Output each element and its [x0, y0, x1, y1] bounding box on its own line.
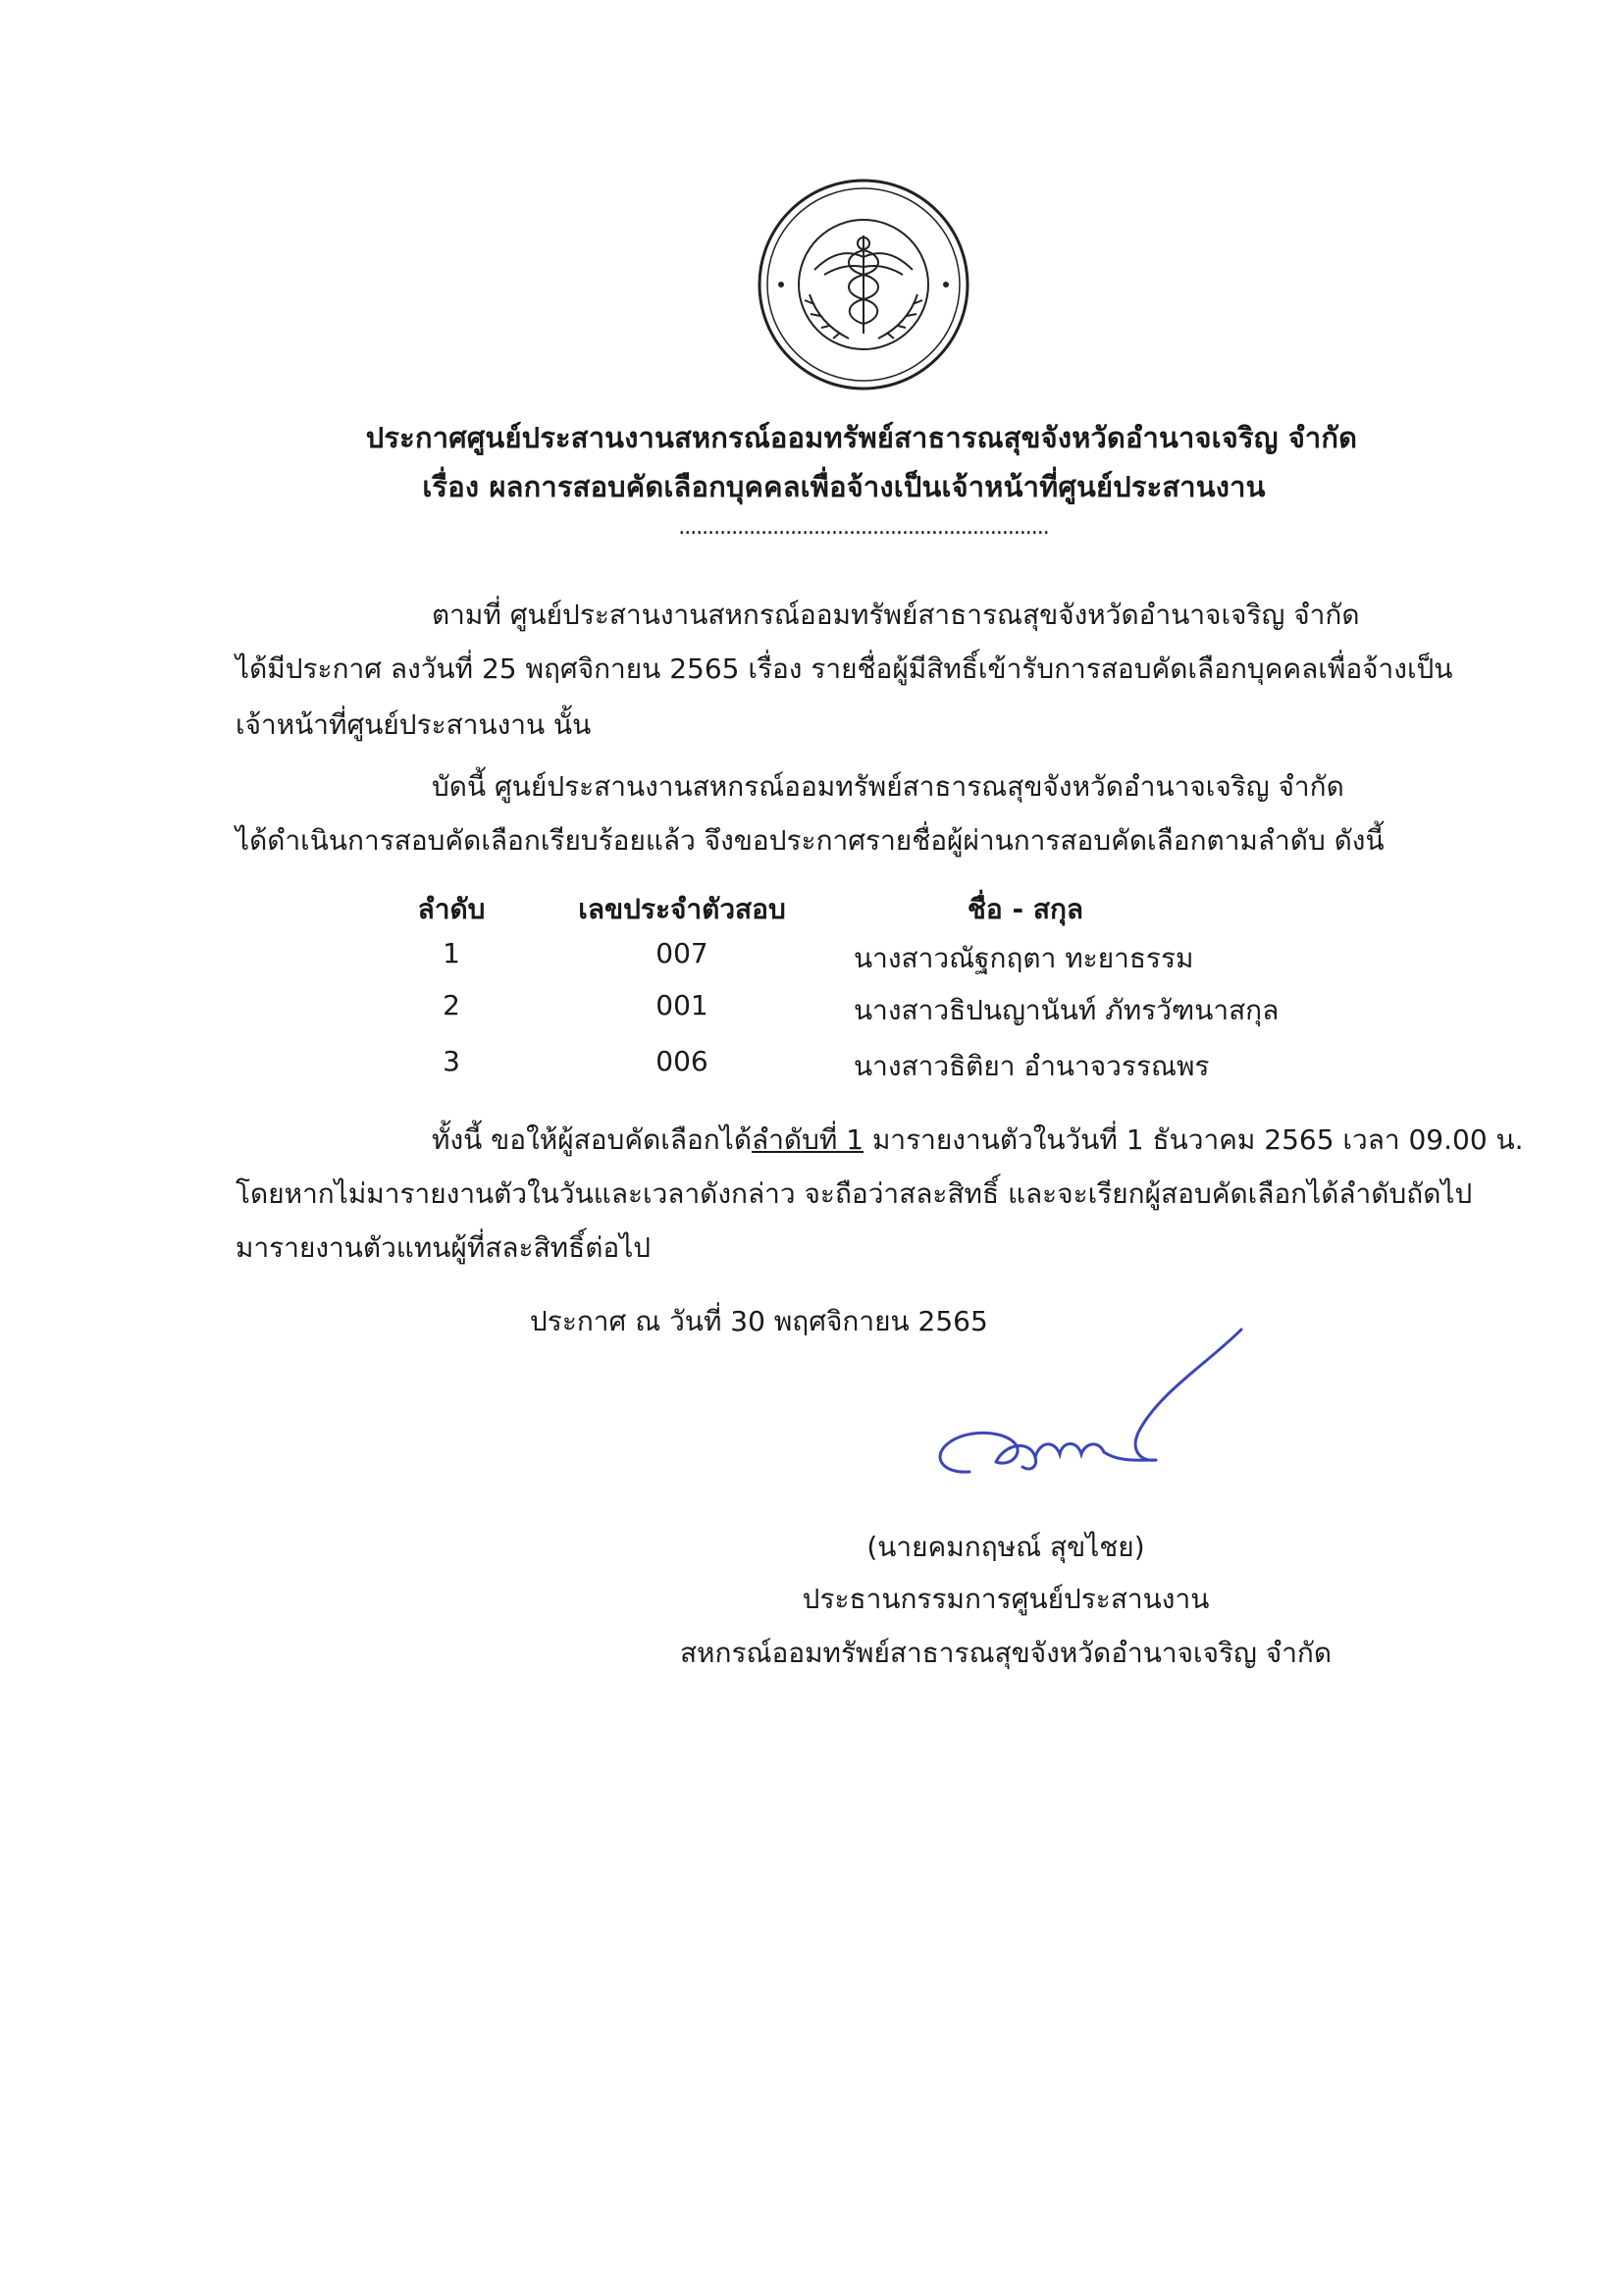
row-fullname: นางสาวธิติยา อำนาจวรรณพร	[854, 1050, 1210, 1082]
row-order: 2	[443, 989, 460, 1021]
row-fullname: นางสาวณัฐกฤตา ทะยาธรรม	[854, 942, 1194, 974]
row-order: 3	[443, 1045, 460, 1077]
announcement-subject: เรื่อง ผลการสอบคัดเลือกบุคคลเพื่อจ้างเป็นเจ้าหน้าที่ศูนย์ประสานงาน	[422, 470, 1266, 503]
paragraph-1-line-3: เจ้าหน้าที่ศูนย์ประสานงาน นั้น	[236, 708, 592, 741]
paragraph-3-line-2: โดยหากไม่มารายงานตัวในวันและเวลาดังกล่าว จะถือว่าสละสิทธิ์ และจะเรียกผู้สอบคัดเลือกได้ลำดับถัดไป	[236, 1177, 1473, 1210]
row-exam-id: 007	[655, 937, 708, 969]
paragraph-3-underlined-rank: ลำดับที่ 1	[752, 1123, 864, 1156]
paragraph-3-line-3: มารายงานตัวแทนผู้ที่สละสิทธิ์ต่อไป	[236, 1231, 652, 1264]
signatory-name: (นายคมกฤษณ์ สุขไชย)	[866, 1531, 1145, 1563]
seal-logo	[756, 177, 971, 392]
paragraph-3-line-1	[432, 1123, 1524, 1157]
table-header-exam-id: เลขประจำตัวสอบ	[578, 893, 786, 925]
table-header-order: ลำดับ	[417, 893, 486, 925]
paragraph-3-text-a: ทั้งนี้ ขอให้ผู้สอบคัดเลือกได้	[432, 1123, 753, 1156]
paragraph-2-line-1: บัดนี้ ศูนย์ประสานงานสหกรณ์ออมทรัพย์สาธารณสุขจังหวัดอำนาจเจริญ จำกัด	[432, 770, 1344, 803]
paragraph-2-line-2: ได้ดำเนินการสอบคัดเลือกเรียบร้อยแล้ว จึงขอประกาศรายชื่อผู้ผ่านการสอบคัดเลือกตามลำดับ ดังนี้	[236, 824, 1385, 857]
row-order: 1	[443, 937, 460, 969]
row-fullname: นางสาวธิปนญานันท์ ภัทรวัฑนาสกุล	[854, 994, 1280, 1026]
row-exam-id: 006	[655, 1045, 708, 1077]
signatory-position: ประธานกรรมการศูนย์ประสานงาน	[802, 1583, 1210, 1615]
paragraph-3-text-b: มารายงานตัวในวันที่ 1 ธันวาคม 2565 เวลา 09.00 น.	[864, 1123, 1524, 1156]
signatory-organization: สหกรณ์ออมทรัพย์สาธารณสุขจังหวัดอำนาจเจริญ จำกัด	[679, 1637, 1333, 1669]
header-divider: ...............................................................	[678, 515, 1049, 540]
row-exam-id: 001	[655, 989, 708, 1021]
announcement-date: ประกาศ ณ วันที่ 30 พฤศจิกายน 2565	[530, 1305, 988, 1337]
signature-image	[913, 1325, 1246, 1521]
table-header-fullname: ชื่อ - สกุล	[967, 893, 1084, 925]
paragraph-1-line-1: ตามที่ ศูนย์ประสานงานสหกรณ์ออมทรัพย์สาธารณสุขจังหวัดอำนาจเจริญ จำกัด	[432, 599, 1360, 631]
paragraph-1-line-2: ได้มีประกาศ ลงวันที่ 25 พฤศจิกายน 2565 เรื่อง รายชื่อผู้มีสิทธิ์เข้ารับการสอบคัดเลือกบุคคลเพื่อจ้างเป็น	[236, 652, 1453, 685]
announcement-title: ประกาศศูนย์ประสานงานสหกรณ์ออมทรัพย์สาธารณสุขจังหวัดอำนาจเจริญ จำกัด	[365, 421, 1358, 454]
